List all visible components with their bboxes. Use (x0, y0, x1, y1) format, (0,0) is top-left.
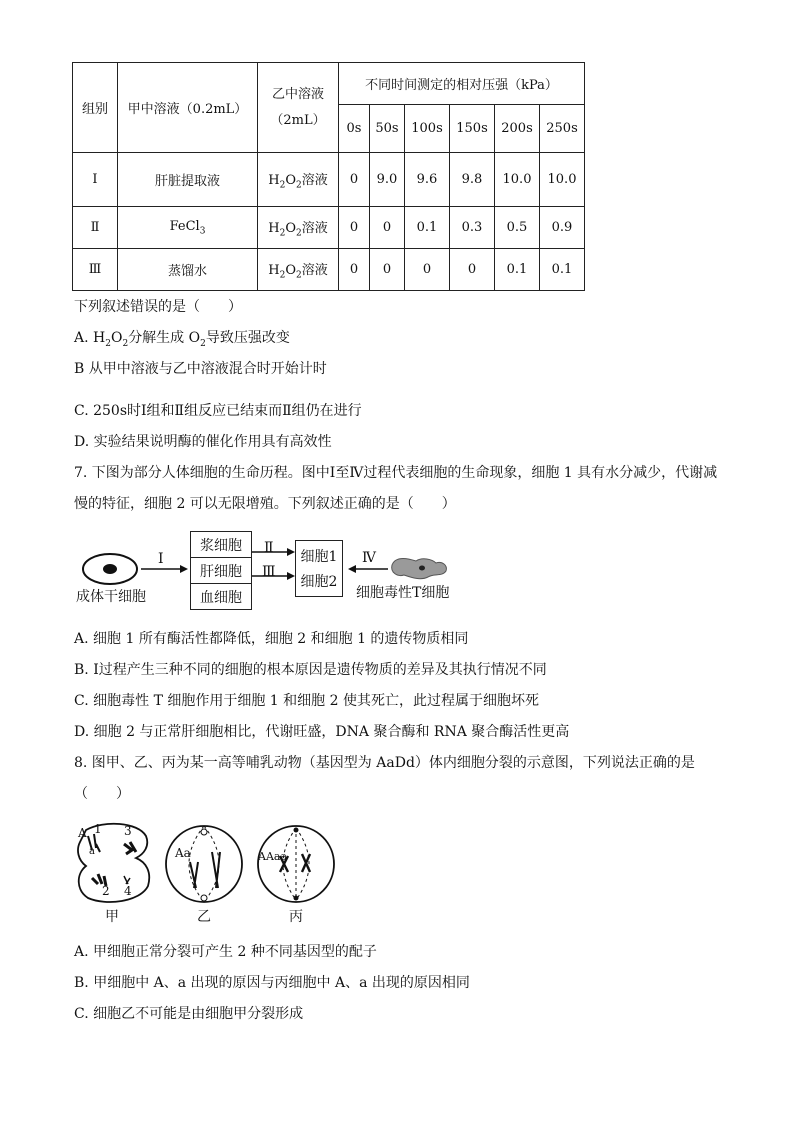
row-value: 0.1 (540, 249, 585, 291)
cell-yi-outline (166, 826, 242, 902)
row-value: 9.0 (370, 153, 405, 207)
q7-option-b: B. Ⅰ过程产生三种不同的细胞的根本原因是遗传物质的差异及其执行情况不同 (74, 662, 547, 678)
header-time: 50s (370, 105, 405, 153)
t-cell-label: 细胞毒性T细胞 (356, 585, 450, 601)
header-yi-line2: （2mL） (270, 112, 326, 128)
row-value: 0 (405, 249, 450, 291)
gene-label-bing: AAaa (258, 850, 288, 863)
process-4-label: Ⅳ (362, 550, 376, 566)
row-jia: 肝脏提取液 (118, 153, 258, 207)
q8-option-b: B. 甲细胞中 A、a 出现的原因与丙细胞中 A、a 出现的原因相同 (74, 975, 470, 991)
table-row (73, 249, 585, 291)
pressure-table (72, 62, 585, 291)
chromosome-number-4: 4 (124, 884, 132, 898)
row-value: 10.0 (540, 153, 585, 207)
label-bing: 丙 (289, 909, 303, 925)
row-value: 0.9 (540, 207, 585, 249)
label-yi: 乙 (197, 909, 211, 925)
row-value: 0.3 (450, 207, 495, 249)
cell-2-label: 细胞2 (300, 574, 338, 590)
header-jia: 甲中溶液（0.2mL） (118, 63, 258, 153)
row-value: 0.1 (405, 207, 450, 249)
stem-cell-label: 成体干细胞 (76, 589, 146, 605)
row-yi: $H_2O_2$溶液 (258, 249, 339, 291)
chromosome-number-2: 2 (102, 884, 110, 898)
chromosome-number-3: 3 (124, 824, 132, 838)
plasma-cell-label: 浆细胞 (200, 538, 242, 554)
row-yi: $H_2O_2$溶液 (258, 207, 339, 249)
q7-stem-line1: 7. 下图为部分人体细胞的生命历程。图中Ⅰ至Ⅳ过程代表细胞的生命现象，细胞 1 具有水分减少，代谢减 (74, 465, 718, 481)
row-group: Ⅲ (73, 249, 118, 291)
gene-label-a-jia: a (89, 846, 95, 857)
row-value: 9.6 (405, 153, 450, 207)
header-group: 组别 (73, 63, 118, 153)
process-2-label: Ⅱ (264, 540, 274, 556)
header-time: 150s (450, 105, 495, 153)
cell-jia-outline (78, 824, 149, 902)
q8-option-a: A. 甲细胞正常分裂可产生 2 种不同基因型的配子 (74, 944, 377, 960)
division-drawings (74, 822, 344, 912)
cell-1-label: 细胞1 (300, 549, 338, 565)
header-pressure: 不同时间测定的相对压强（kPa） (339, 63, 585, 105)
row-value: 0 (339, 207, 370, 249)
header-time: 250s (540, 105, 585, 153)
stem-cell-nucleus (103, 564, 117, 574)
q6-stem: 下列叙述错误的是（ ） (74, 299, 242, 315)
q7-stem-line2: 慢的特征，细胞 2 可以无限增殖。下列叙述正确的是（ ） (74, 496, 456, 512)
row-yi: $H_2O_2$溶液 (258, 153, 339, 207)
header-time: 200s (495, 105, 540, 153)
header-yi (258, 63, 339, 153)
process-1-label: Ⅰ (158, 551, 164, 567)
row-value: 0 (339, 153, 370, 207)
q6-option-c: C. 250s时Ⅰ组和Ⅱ组反应已结束而Ⅱ组仍在进行 (74, 403, 362, 419)
row-jia: 蒸馏水 (118, 249, 258, 291)
differentiated-cells-box (190, 531, 252, 610)
cell-1-2-box (295, 540, 343, 597)
table-row (73, 153, 585, 207)
process-3-label: Ⅲ (262, 564, 276, 580)
row-value: 9.8 (450, 153, 495, 207)
chromosome-number-1: 1 (94, 822, 102, 836)
gene-label-A-jia: A (78, 826, 87, 840)
row-value: 0 (339, 249, 370, 291)
row-value: 10.0 (495, 153, 540, 207)
q6-option-b: B 从甲中溶液与乙中溶液混合时开始计时 (74, 361, 327, 377)
header-time: 100s (405, 105, 450, 153)
row-group: Ⅱ (73, 207, 118, 249)
row-jia: FeCl$_3$ (118, 207, 258, 249)
row-value: 0.1 (495, 249, 540, 291)
q8-option-c: C. 细胞乙不可能是由细胞甲分裂形成 (74, 1006, 304, 1022)
row-group: Ⅰ (73, 153, 118, 207)
q6-option-a: A. $H_2O_2$分解生成 $O_2$导致压强改变 (74, 330, 290, 349)
row-value: 0 (450, 249, 495, 291)
q8-stem-line2: （ ） (74, 786, 130, 802)
t-cell-shape (392, 559, 447, 579)
row-value: 0 (370, 207, 405, 249)
t-cell-nucleus (419, 566, 425, 571)
row-value: 0.5 (495, 207, 540, 249)
table-row (73, 207, 585, 249)
q8-stem-line1: 8. 图甲、乙、丙为某一高等哺乳动物（基因型为 AaDd）体内细胞分裂的示意图，下列说法正确的是 (74, 755, 695, 771)
liver-cell-label: 肝细胞 (200, 564, 242, 580)
gene-label-yi: Aa (175, 846, 191, 860)
q7-option-c: C. 细胞毒性 T 细胞作用于细胞 1 和细胞 2 使其死亡，此过程属于细胞坏死 (74, 693, 539, 709)
q7-option-d: D. 细胞 2 与正常肝细胞相比，代谢旺盛，DNA 聚合酶和 RNA 聚合酶活性更高 (74, 724, 570, 740)
q7-option-a: A. 细胞 1 所有酶活性都降低，细胞 2 和细胞 1 的遗传物质相同 (74, 631, 469, 647)
label-jia: 甲 (105, 909, 119, 925)
row-value: 0 (370, 249, 405, 291)
blood-cell-label: 血细胞 (200, 590, 242, 606)
q6-option-d: D. 实验结果说明酶的催化作用具有高效性 (74, 434, 332, 450)
header-time: 0s (339, 105, 370, 153)
header-yi-line1: 乙中溶液 (271, 86, 324, 102)
